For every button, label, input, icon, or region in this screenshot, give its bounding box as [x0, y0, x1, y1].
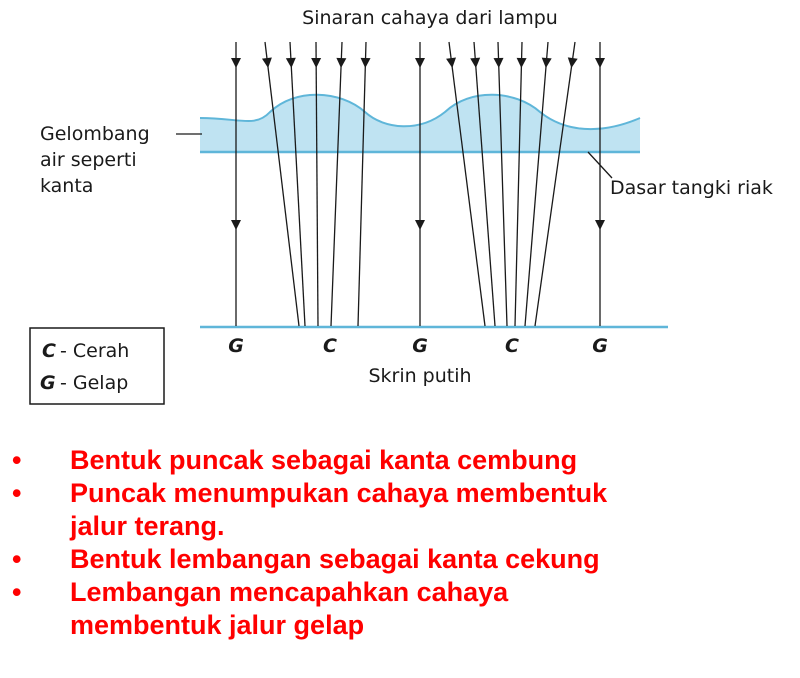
ray-arrow-icon: [595, 58, 605, 68]
light-ray: [535, 42, 575, 326]
explanation-list: [0, 444, 800, 642]
bullet-text: jalur terang.: [70, 511, 225, 541]
ray-arrow-icon: [286, 58, 296, 68]
bullet-item: [0, 444, 800, 477]
legend-key-c: C: [42, 340, 56, 362]
bullet-text: Bentuk lembangan sebagai kanta cekung: [70, 544, 600, 574]
tank-base-label: Dasar tangki riak: [610, 177, 773, 199]
screen-mark-1: G: [228, 335, 244, 357]
ray-arrow-icon: [231, 220, 241, 230]
bullet-text: Bentuk puncak sebagai kanta cembung: [70, 445, 578, 475]
ray-arrow-icon: [415, 220, 425, 230]
ray-arrow-icon: [262, 57, 272, 68]
light-ray: [525, 42, 548, 326]
screen-mark-5: G: [592, 335, 608, 357]
ray-arrow-icon: [470, 58, 480, 68]
ray-arrow-icon: [231, 58, 241, 68]
ray-arrow-icon: [311, 58, 321, 68]
bullet-item: [0, 477, 800, 543]
light-ray: [290, 42, 305, 326]
bullet-dot-icon: •: [12, 544, 22, 574]
light-ray: [265, 42, 299, 326]
bullet-item: [0, 576, 800, 642]
legend-key-g: G: [40, 372, 56, 394]
wave-label-line3: kanta: [40, 175, 94, 197]
wave-label-line1: Gelombang: [40, 123, 150, 145]
bullet-text: Puncak menumpukan cahaya membentuk: [70, 478, 608, 508]
ray-arrow-icon: [517, 58, 527, 68]
light-source-label: Sinaran cahaya dari lampu: [302, 7, 558, 29]
light-ray: [331, 42, 342, 326]
ray-arrow-icon: [336, 58, 346, 68]
light-ray: [449, 42, 485, 326]
light-ray: [316, 42, 318, 326]
bullet-dot-icon: •: [12, 445, 22, 475]
screen-mark-2: C: [323, 335, 337, 357]
light-ray: [358, 42, 366, 326]
light-rays: [231, 42, 605, 326]
legend-text-g: - Gelap: [60, 372, 129, 394]
bullet-text: membentuk jalur gelap: [70, 610, 365, 640]
bullet-text: Lembangan mencapahkan cahaya: [70, 577, 509, 607]
legend-text-c: - Cerah: [60, 340, 130, 362]
ray-arrow-icon: [568, 57, 578, 68]
screen-mark-4: C: [505, 335, 519, 357]
ray-arrow-icon: [446, 57, 456, 68]
bullet-item: [0, 543, 800, 576]
light-ray: [498, 42, 507, 326]
ray-arrow-icon: [595, 220, 605, 230]
ray-arrow-icon: [542, 58, 552, 68]
screen-label: Skrin putih: [368, 365, 472, 387]
bullet-dot-icon: •: [12, 577, 22, 607]
bullet-dot-icon: •: [12, 478, 22, 508]
ray-arrow-icon: [361, 58, 371, 68]
ray-arrow-icon: [494, 58, 504, 68]
light-ray: [474, 42, 495, 326]
wave-label-line2: air seperti: [40, 149, 137, 171]
light-ray: [515, 42, 522, 326]
ray-arrow-icon: [415, 58, 425, 68]
screen-mark-3: G: [412, 335, 428, 357]
